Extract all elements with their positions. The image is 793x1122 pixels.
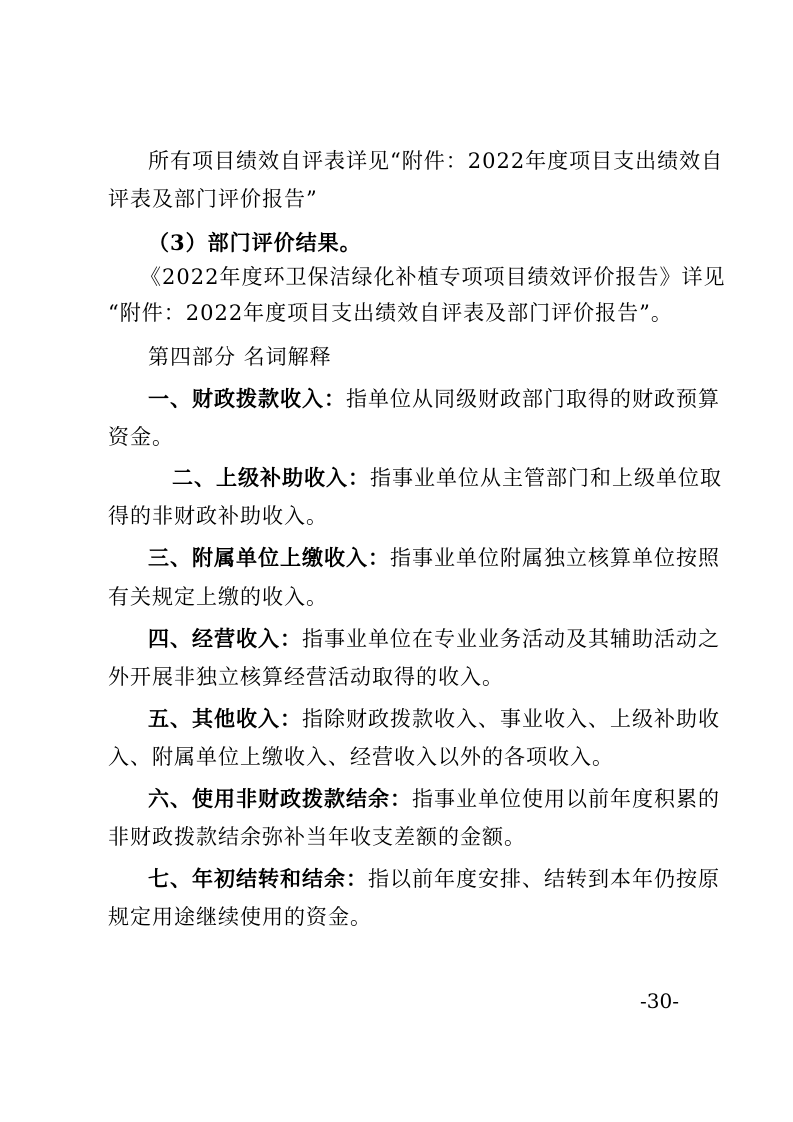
term-definition: 指事业单位附属独立核算单位按照 <box>390 546 720 570</box>
term-definition-cont: 得的非财政补助收入。 <box>108 504 328 528</box>
term-entry <box>148 543 720 573</box>
term-label: 四、经营收入： <box>148 626 302 651</box>
paragraph-line: 《2022年度环卫保洁绿化补植专项项目绩效评价报告》详见 <box>140 265 726 289</box>
paragraph-line: 评表及部门评价报告” <box>108 187 318 211</box>
term-definition-cont: 非财政拨款结余弥补当年收支差额的金额。 <box>108 825 526 849</box>
term-label: 二、上级补助收入： <box>172 465 370 490</box>
term-entry <box>148 784 720 814</box>
term-entry <box>148 864 720 894</box>
term-label: 六、使用非财政拨款结余： <box>148 786 412 811</box>
part-title: 第四部分 名词解释 <box>148 345 332 369</box>
term-definition: 指事业单位在专业业务活动及其辅助活动之 <box>302 627 720 651</box>
term-definition-cont: 资金。 <box>108 425 174 449</box>
term-definition-cont: 有关规定上缴的收入。 <box>108 585 328 609</box>
paragraph-line: “附件：2022年度项目支出绩效自评表及部门评价报告”。 <box>108 301 673 325</box>
page-number: -30- <box>640 989 679 1013</box>
term-definition-cont: 外开展非独立核算经营活动取得的收入。 <box>108 665 504 689</box>
term-label: 七、年初结转和结余： <box>148 866 368 891</box>
term-label: 五、其他收入： <box>148 706 302 731</box>
section-heading: （3）部门评价结果。 <box>148 230 362 255</box>
term-entry <box>148 384 720 414</box>
term-label: 一、财政拨款收入： <box>148 386 346 411</box>
term-entry <box>148 624 720 654</box>
term-label: 三、附属单位上缴收入： <box>148 545 390 570</box>
term-definition: 指以前年度安排、结转到本年仍按原 <box>368 867 720 891</box>
paragraph-line: 所有项目绩效自评表详见“附件：2022年度项目支出绩效自 <box>148 149 724 173</box>
term-definition: 指事业单位使用以前年度积累的 <box>412 787 720 811</box>
term-definition-cont: 规定用途继续使用的资金。 <box>108 905 372 929</box>
term-definition: 指事业单位从主管部门和上级单位取 <box>370 466 722 490</box>
term-entry <box>148 704 720 734</box>
term-definition: 指单位从同级财政部门取得的财政预算 <box>346 387 720 411</box>
term-entry <box>172 463 722 493</box>
term-definition-cont: 入、附属单位上缴收入、经营收入以外的各项收入。 <box>108 745 614 769</box>
term-definition: 指除财政拨款收入、事业收入、上级补助收 <box>302 707 720 731</box>
